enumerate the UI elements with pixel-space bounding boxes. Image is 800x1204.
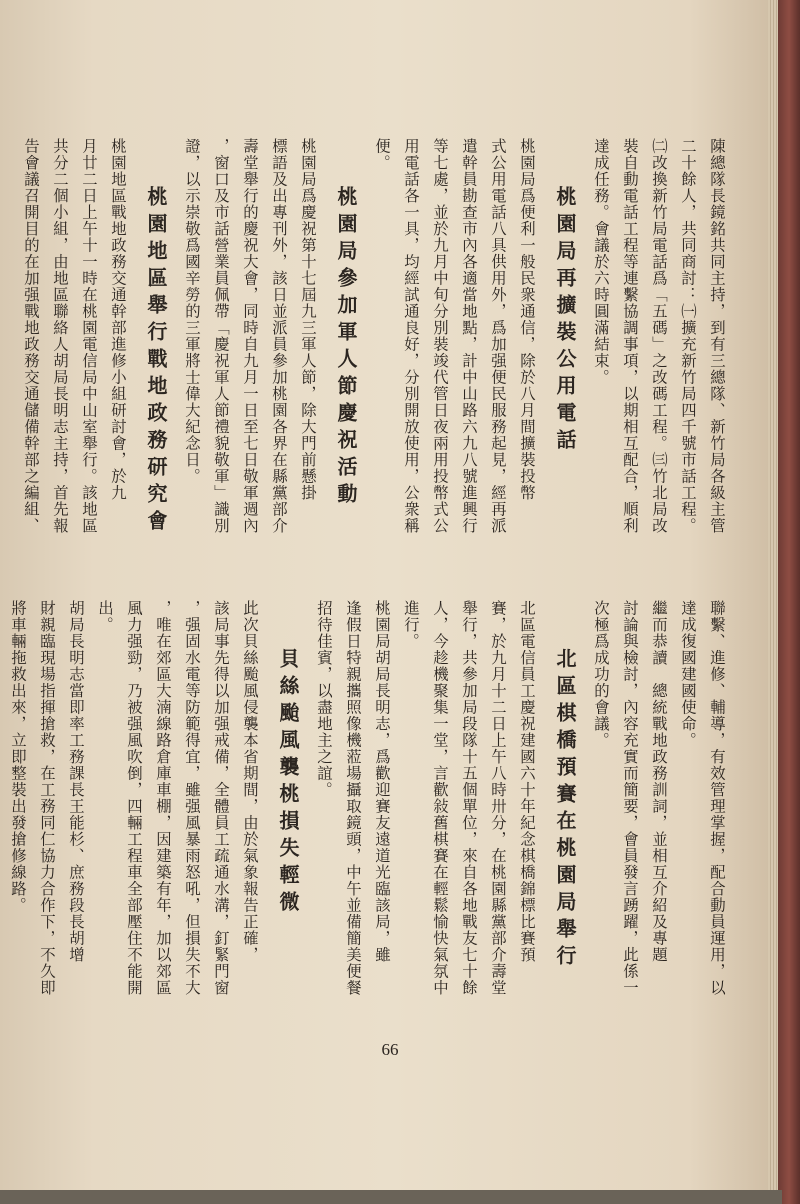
text-line: 式公用電話八具供用外，爲加强便民服務起見，經再派 [489, 138, 507, 534]
text-line: 告會議召開目的在加强戰地政務交通儲備幹部之編組、 [22, 138, 40, 534]
section-title: 桃園地區舉行戰地政務研究會 [144, 186, 168, 537]
text-line: 達成任務。會議於六時圓滿結束。 [592, 138, 610, 386]
text-line: 風力强勁，乃被强風吹倒，四輛工程車全部壓住不能開 [125, 600, 143, 996]
text-line: 胡局長明志當即率工務課長王能杉、庶務段長胡增 [67, 600, 85, 963]
text-line: 達成復國建國使命。 [679, 600, 697, 749]
text-line: 便。 [373, 138, 391, 171]
book-spine [778, 0, 800, 1204]
text-line: 北區電信員工慶祝建國六十年紀念棋橋錦標比賽預 [518, 600, 536, 963]
page-bottom-shadow [0, 1190, 782, 1204]
text-line: 壽堂舉行的慶祝大會，同時自九月一日至七日敬軍週內 [241, 138, 259, 534]
text-line: ，强固水電等防範得宜，雖强風暴雨怒吼，但損失不大 [183, 600, 201, 996]
text-line: 共分二個小組，由地區聯絡人胡局長明志主持，首先報 [51, 138, 69, 534]
text-line: 討論與檢討，內容充實而簡要，會員發言踴躍，此係一 [621, 600, 639, 996]
text-line: ，唯在郊區大湳線路倉庫車棚，因建築有年，加以郊區 [154, 600, 172, 996]
text-line: 出。 [96, 600, 114, 633]
section-title: 桃園局參加軍人節慶祝活動 [334, 186, 358, 510]
text-line: 證，以示崇敬爲國辛勞的三軍將士偉大紀念日。 [183, 138, 201, 485]
top-half [16, 138, 730, 538]
text-line: 等七處，並於九月中旬分別裝竣代管日夜兩用投幣式公 [431, 138, 449, 534]
text-line: 賽，於九月十二日上午八時卅分，在桃園縣黨部介壽堂 [489, 600, 507, 996]
text-line: 桃園局爲便利一般民衆通信，除於八月間擴裝投幣 [518, 138, 536, 501]
page-number: 66 [381, 1040, 399, 1059]
text-line: 此次貝絲颱風侵襲本省期間，由於氣象報告正確， [241, 600, 259, 963]
text-line: ，窗口及市話營業員佩帶「慶祝軍人節禮貌敬軍」識別 [212, 138, 230, 534]
text-line: 聯繫、進修、輔導，有效管理掌握，配合動員運用，以 [708, 600, 726, 996]
text-line: 月廿二日上午十一時在桃園電信局中山室舉行。該地區 [80, 138, 98, 534]
text-line: 將車輛拖救出來，立即整裝出發搶修線路。 [9, 600, 27, 914]
text-line: 繼而恭讀 總統戰地政務訓詞，並相互介紹及專題 [650, 600, 668, 963]
text-line: 財親臨現場指揮搶救，在工務同仁協力合作下，不久即 [38, 600, 56, 996]
text-line: ㈡改換新竹局電話爲「五碼」之改碼工程。㈢竹北局改 [650, 138, 668, 534]
text-line: 桃園地區戰地政務交通幹部進修小組研討會，於九 [109, 138, 127, 501]
text-line: 桃園局爲慶祝第十七屆九三軍人節，除大門前懸掛 [299, 138, 317, 501]
text-line: 進行。 [402, 600, 420, 650]
text-line: 二十餘人，共同商討：㈠擴充新竹局四千號市話工程。 [679, 138, 697, 534]
text-line: 招待佳賓，以盡地主之誼。 [315, 600, 333, 798]
text-line: 次極爲成功的會議。 [592, 600, 610, 749]
section-title: 貝絲颱風襲桃損失輕微 [276, 648, 300, 918]
bottom-half [3, 600, 730, 1030]
text-line: 人，今趁機聚集一堂，言歡敍舊棋賽在輕鬆愉快氣氛中 [431, 600, 449, 996]
text-line: 舉行，共參加局段隊十五個單位，來自各地戰友七十餘 [460, 600, 478, 996]
text-line: 桃園局胡局長明志，爲歡迎賽友遠道光臨該局，雖 [373, 600, 391, 963]
text-line: 裝自動電話工程等連繫協調事項，以期相互配合，順利 [621, 138, 639, 534]
text-line: 遣幹員勘查市內各適當地點，計中山路六九八號進興行 [460, 138, 478, 534]
section-title: 北區棋橋預賽在桃園局舉行 [553, 648, 577, 972]
text-line: 逢假日特親攜照像機蒞場攝取鏡頭，中午並備簡美便餐 [344, 600, 362, 996]
section-title: 桃園局再擴裝公用電話 [553, 186, 577, 456]
text-line: 標語及出專刊外，該日並派員參加桃園各界在縣黨部介 [270, 138, 288, 534]
text-line: 陳總隊長鏡銘共同主持，到有三總隊、新竹局各級主管 [708, 138, 726, 534]
page-edges [768, 0, 778, 1204]
text-line: 該局事先得以加强戒備，全體員工疏通水溝，釘緊門窗 [212, 600, 230, 996]
text-line: 用電話各一具，均經試通良好，分別開放使用，公衆稱 [402, 138, 420, 534]
